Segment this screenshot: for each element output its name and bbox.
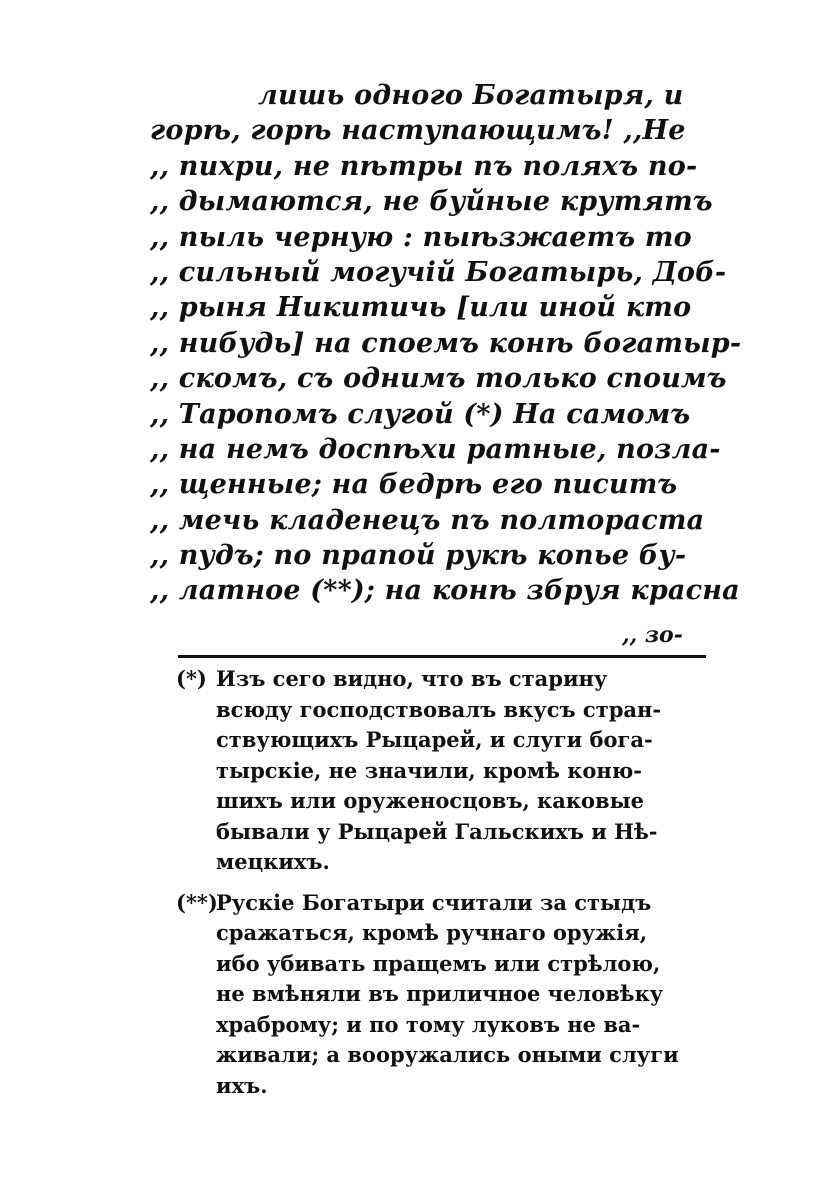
- text-line: лишь одного Богатыря, и: [258, 80, 684, 111]
- footnote-divider: [178, 655, 706, 658]
- footnote-line: ствующихъ Рыцарей, и слуги бога-: [216, 727, 653, 752]
- footnote-line: мецкихъ.: [216, 849, 330, 874]
- footnote-line: ихъ.: [216, 1072, 268, 1098]
- text-line: ,, пыль черную : пыѣзжаетъ то: [150, 221, 692, 253]
- footnote-2: [176, 888, 716, 1102]
- footnote-line: сражаться, кромѣ ручнаго оружія,: [216, 920, 648, 945]
- text-line: ,, рыня Никитичь [или иной кто: [150, 292, 692, 324]
- main-text-block: [150, 78, 742, 609]
- text-line: ,, на немъ доспѣхи ратные, позла-: [150, 433, 721, 465]
- footnote-line: ибо убивать пращемъ или стрѣлою,: [216, 950, 661, 976]
- text-line: ,, пихри, не пѣтры пъ поляхъ по-: [150, 150, 698, 182]
- text-line: горѣ, горѣ наступающимъ! ,,Не: [150, 115, 686, 147]
- text-line: ,, дымаются, не буйные крутятъ: [150, 186, 713, 218]
- footnote-line: Рускіе Богатыри считали за стыдъ: [216, 889, 652, 915]
- text-line: ,, латное (**); на конѣ збруя красна: [150, 575, 740, 607]
- text-line: ,, щенные; на бедрѣ его писитъ: [150, 469, 678, 501]
- footnote-line: шихъ или оруженосцовъ, каковые: [216, 788, 645, 813]
- text-line: ,, мечь кладенецъ пъ полтораста: [150, 504, 705, 536]
- text-line: ,, сильный могучій Богатырь, Доб-: [150, 256, 727, 288]
- text-line: ,, пудъ; по прапой рукѣ копье бу-: [150, 540, 687, 572]
- footnotes-block: [176, 664, 716, 1101]
- text-line: ,, Таропомъ слугой (*) На самомъ: [150, 398, 691, 430]
- text-line: ,, нибудь] на споемъ конѣ богатыр-: [150, 327, 742, 359]
- footnote-line: тырскіе, не значили, кромѣ коню-: [216, 757, 642, 783]
- footnote-marker: (*): [176, 666, 207, 691]
- footnote-line: всюду господствовалъ вкусъ стран-: [216, 696, 662, 722]
- text-line: ,, скомъ, съ однимъ только споимъ: [150, 363, 727, 395]
- footnote-marker: (**): [176, 889, 218, 915]
- footnote-line: Изъ сего видно, что въ старину: [216, 666, 608, 691]
- footnote-line: храброму; и по тому луковъ не ва-: [216, 1011, 641, 1037]
- footnote-line: живали; а вооружались оными слуги: [216, 1042, 679, 1067]
- footnote-line: бывали у Рыцарей Гальскихъ и Нѣ-: [216, 818, 658, 844]
- catchword: ,, зо-: [622, 622, 683, 648]
- footnote-1: [176, 664, 716, 878]
- footnote-line: не вмѣняли въ приличное человѣку: [216, 981, 664, 1006]
